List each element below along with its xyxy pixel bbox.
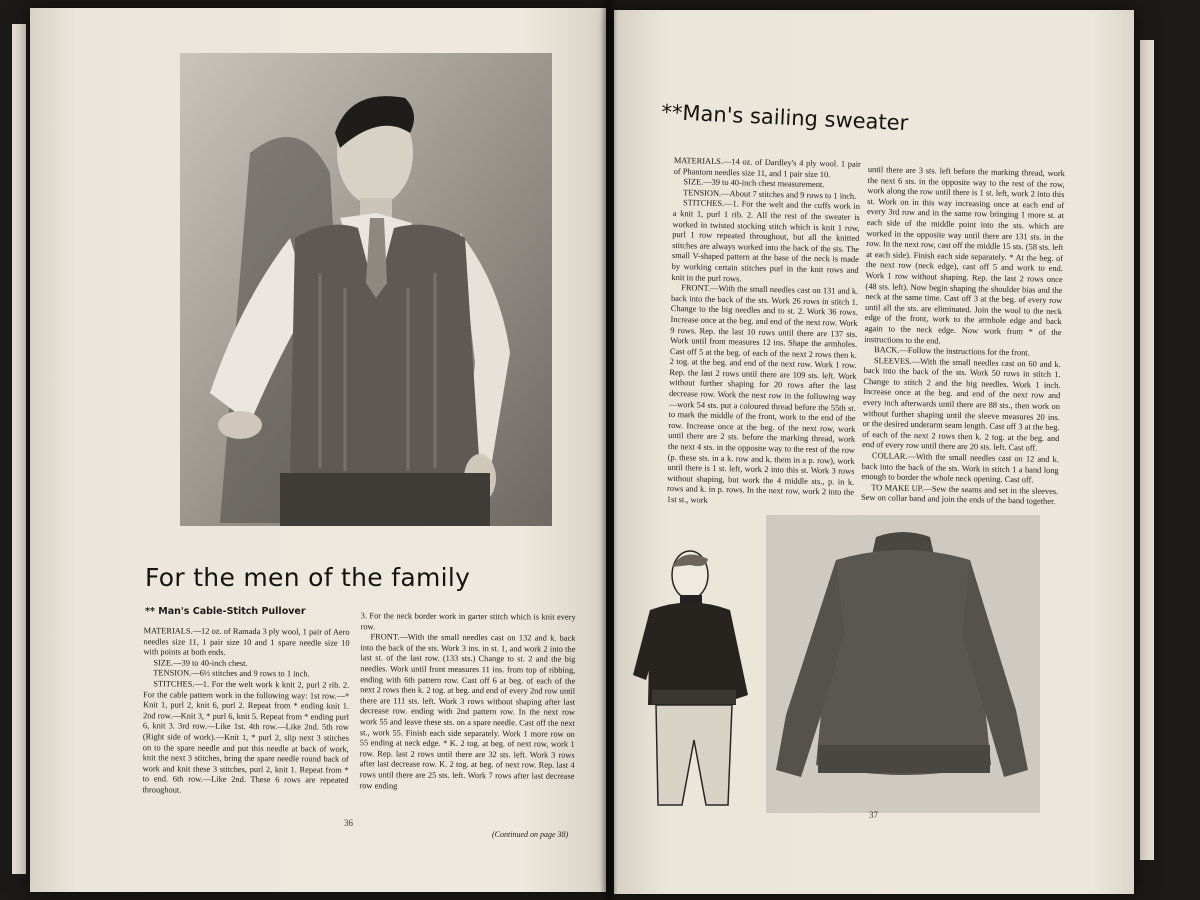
paragraph: TENSION.—6½ stitches and 9 rows to 1 inch. <box>153 668 310 679</box>
paragraph: STITCHES.—1. For the welt work k knit 2, purl 2 rib. 2. For the cable pattern work in the following way: 1st row.—* Knit 1, purl 2, knit 6, purl 2. Repeat from * ending knit 1. 2nd row.—Knit 3, * purl 6, knit 5. Repeat from * ending purl 6, knit 3. 3rd row.—Like 1st. 4th row.—Like 2nd. 5th row (Right side of work).—Knit 1, * purl 2, slip next 3 stitches on to the spare needle and put this needle at back of work, knit the next 3 stitches, bring the spare needle round back of work and knit these 3 stitches, purl 2, knit 1. Repeat from * to end. 6th row.—Like 2nd. These 6 rows are repeated throughout. <box>142 679 350 795</box>
book-gutter <box>600 0 618 900</box>
page-number: 36 <box>344 818 353 828</box>
page-edge-left <box>12 24 26 874</box>
left-column-1 <box>142 626 349 809</box>
paragraph: SLEEVES.—With the small needles cast on 60 and k. back into the back of the sts. Work 50 rows in stitch 1. Change to stitch 2 and the big needles. Work 1 inch. Increase once at the beg. and end of the next row and every inch afterwards until there are 88 sts., then work on without further shaping until the sleeve measures 20 ins. or the desired underarm seam length. Cast off 3 at the beg. of each of the next 2 rows then k. 2 tog. at the beg. and end of every row until there are 20 sts. left. Cast off. <box>862 355 1061 454</box>
paragraph: STITCHES.—1. For the welt and the cuffs work in a knit 1, purl 1 rib. 2. All the rest of the sweater is worked in twisted stocking stitch which is knit 1 row, purl 1 row repeated throughout, but all the knitted stitches are always worked into the back of the sts. The small V-shaped pattern at the base of the neck is made by working certain stitches purl in the knit rows and knit in the purl rows. <box>671 198 861 283</box>
paragraph: TO MAKE UP.—Sew the seams and set in the sleeves. Sew on collar band and join the ends of the band together. <box>860 482 1059 507</box>
paragraph: until there are 3 sts. left before the marking thread, work the next 6 sts. in the opposite way to the rest of the row, work along the row until there is 1 st. left, work 2 into this st. Work on in this way increasing once at each end of every 3rd row and in the same row bringing 1 more st. at each side of the middle point into the sts. which are worked in the opposite way until there are 131 sts. in the row. In the next row, cast off the middle 15 sts. (58 sts. left at each side). Finish each side separately. * At the beg. of the next row (neck edge), cast off 5 and work to end. Work 1 row without shaping. Rep. the last 2 rows once (48 sts. left). Now begin shaping the shoulder bias and the neck at the same time. Cast off 3 at the beg. of every row until all the sts. are eliminated. Join the wool to the neck edge of the front, work to the armhole edge and back again to the neck edge. Now work from * of the instructions to the end. <box>864 165 1065 346</box>
pattern-title: ** Man's Cable-Stitch Pullover <box>145 606 306 617</box>
paragraph: SIZE.—39 to 40-inch chest measurement. <box>683 177 825 190</box>
page-edge-right <box>1140 40 1154 860</box>
paragraph: FRONT.—With the small needles cast on 131 and k. back into the back of the sts. Work 26 rows in stitch 1. Change to the big needles and to st. 2. Work 36 rows. Increase once at the beg. and end of the next row. Work 9 rows. Rep. the last 10 rows until there are 137 sts. Work until front measures 12 ins. Shape the armholes. Cast off 5 at the beg. of each of the next 2 rows then k. 2 tog. at the beg. and end of the next row. Work 1 row. Rep. the last 2 rows until there are 109 sts. left. Work without further shaping for 20 rows after the last decrease row. Work the next row in the following way—work 54 sts. put a coloured thread before the 55th st. to mark the middle of the front, work to the end of the row. Increase once at the beg. of the next row, work until there are 2 sts. before the marking thread, work the next 4 sts. in the opposite way to the rest of the row (p. these sts. in a k. row and k. them in a p. row), work until there is 1 st. left, work 2 into this st. Work 3 rows without shaping, but work the 4 middle sts., p. in k. rows and k. in p. rows. In the next row, work 2 into the 1st st., work <box>666 283 859 505</box>
section-title: For the men of the family <box>145 563 471 592</box>
paragraph: 3. For the neck border work in garter stitch which is knit every row. <box>360 611 576 631</box>
left-column-2 <box>359 611 575 810</box>
page-title: **Man's sailing sweater <box>660 100 909 136</box>
continued-note: (Continued on page 38) <box>492 830 569 839</box>
man-vest-photo <box>180 53 552 526</box>
paragraph: MATERIALS.—14 oz. of Dardley's 4 ply wool. 1 pair of Phantom needles size 11, and 1 pair size 10. <box>673 156 861 179</box>
paragraph: BACK.—Follow the instructions for the front. <box>874 345 1030 358</box>
paragraph: FRONT.—With the small needles cast on 132 and k. back into the back of the sts. Work 3 ins. in st. 1, and work 2 into the last st. of the last row. (133 sts.) Change to st. 2 and the big needles. Work until front measures 11 ins. from top of ribbing, ending with 6th pattern row. Cast off 6 at beg. of each of the next 2 rows then k. 2 tog. at beg. and end of every 2nd row until there are 111 sts. left. Work 3 rows without shaping after last decrease row. ending with 2nd pattern row. In the next row work 55 and leave these sts. on a spare needle. Cast off the next st., work 55. Finish each side separately. Work 1 more row on 55 ending at neck edge. * K. 2 tog. at beg. of next row, work 1 row. Rep. last 2 rows until there are 32 sts. left. Work 3 rows after last decrease row. K. 2 tog. at beg. of next row. Rep. last 4 rows until there are 25 sts. left. Work 7 rows after last decrease row ending <box>359 632 576 791</box>
paragraph: MATERIALS.—12 oz. of Ramada 3 ply wool, 1 pair of Aero needles size 11, 1 pair size 10 and 1 spare needle size 10 with points at both ends. <box>143 626 350 658</box>
sweater-photo <box>766 515 1040 813</box>
page-number: 37 <box>869 810 878 820</box>
right-column-2 <box>861 165 1065 511</box>
paragraph: TENSION.—About 7 stitches and 9 rows to 1 inch. <box>683 187 857 201</box>
paragraph: SIZE.—39 to 40-inch chest. <box>153 658 248 668</box>
paragraph: COLLAR.—With the small needles cast on 12 and k. back into the back of the sts. Work in stitch 1 a band long enough to border the whole neck opening. Cast off. <box>861 451 1059 485</box>
right-column-1 <box>667 156 861 512</box>
sailor-illustration <box>628 545 768 807</box>
left-page <box>30 8 606 892</box>
right-page <box>614 10 1134 894</box>
